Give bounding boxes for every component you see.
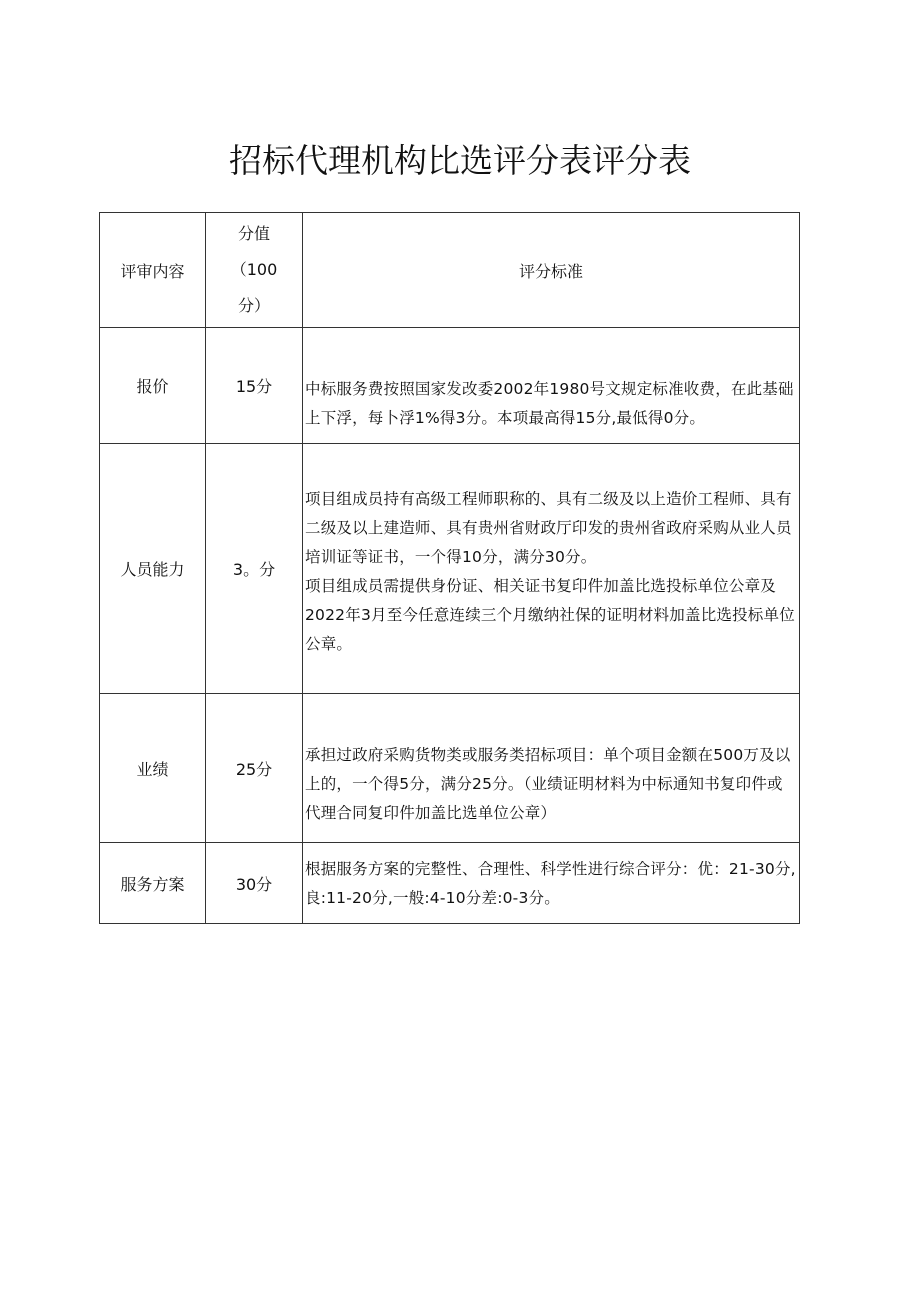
row-item: 人员能力: [100, 444, 206, 694]
scoring-table: [99, 212, 800, 924]
criteria-paragraph: 项目组成员持有高级工程师职称的、具有二级及以上造价工程师、具有二级及以上建造师、具有贵州省财政厅印发的贵州省政府采购从业人员培训证等证书，一个得10分，满分30分。: [305, 489, 792, 566]
row-score: 15分: [206, 328, 303, 444]
table-row-staff: [100, 444, 800, 694]
header-item: 评审内容: [100, 213, 206, 328]
row-score: 30分: [206, 843, 303, 924]
row-criteria: [303, 843, 800, 924]
header-criteria: 评分标准: [303, 213, 800, 328]
header-score: [206, 213, 303, 328]
row-score: 3。分: [206, 444, 303, 694]
table-row-service: [100, 843, 800, 924]
criteria-paragraph: 根据服务方案的完整性、合理性、科学性进行综合评分：优：21-30分,良:11-20分,一般:4-10分差:0-3分。: [305, 860, 796, 907]
row-criteria: [303, 444, 800, 694]
row-score: 25分: [206, 694, 303, 843]
table-row-performance: [100, 694, 800, 843]
row-item: 服务方案: [100, 843, 206, 924]
criteria-paragraph: 中标服务费按照国家发改委2002年1980号文规定标准收费，在此基础上下浮，每卜浮1%得3分。本项最高得15分,最低得0分。: [305, 379, 794, 427]
header-score-line3: 分）: [237, 296, 270, 315]
row-criteria: [303, 694, 800, 843]
criteria-paragraph: 项目组成员需提供身份证、相关证书复印件加盖比选投标单位公章及2022年3月至今任意连续三个月缴纳社保的证明材料加盖比选投标单位公章。: [305, 576, 795, 653]
header-score-line1: 分值: [237, 224, 270, 243]
table-header-row: [100, 213, 800, 328]
page-title: 招标代理机构比选评分表评分表: [229, 141, 691, 180]
row-criteria: [303, 328, 800, 444]
criteria-paragraph: 承担过政府采购货物类或服务类招标项目：单个项目金额在500万及以上的，一个得5分，满分25分。（业绩证明材料为中标通知书复印件或代理合同复印件加盖比选单位公章）: [305, 745, 791, 822]
header-score-line2: （100: [230, 260, 278, 279]
row-item: 报价: [100, 328, 206, 444]
table-row-price: [100, 328, 800, 444]
row-item: 业绩: [100, 694, 206, 843]
